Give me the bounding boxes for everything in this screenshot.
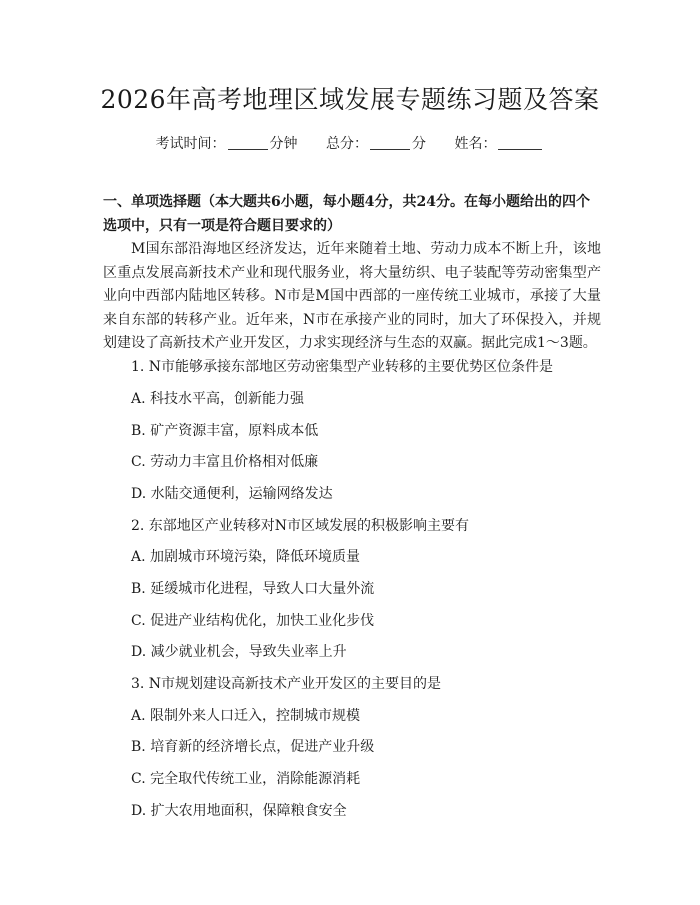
exam-time-field bbox=[156, 133, 298, 153]
question-3-option-d[interactable]: D. 扩大农用地面积，保障粮食安全 bbox=[131, 803, 347, 819]
question-3-option-c[interactable]: C. 完全取代传统工业，消除能源消耗 bbox=[131, 771, 361, 787]
question-2-option-c[interactable]: C. 促进产业结构优化，加快工业化步伐 bbox=[131, 613, 375, 629]
exam-time-label: 考试时间： bbox=[155, 136, 226, 152]
total-score-blank[interactable] bbox=[370, 135, 410, 150]
exam-meta-row bbox=[0, 133, 700, 153]
question-2-option-d[interactable]: D. 减少就业机会，导致失业率上升 bbox=[131, 644, 347, 660]
exam-time-unit: 分钟 bbox=[269, 136, 298, 152]
question-1-option-c[interactable]: C. 劳动力丰富且价格相对低廉 bbox=[131, 454, 319, 470]
question-stem-3: 3. N市规划建设高新技术产业开发区的主要目的是 bbox=[131, 676, 442, 692]
student-name-field bbox=[454, 133, 544, 153]
total-score-field bbox=[326, 133, 426, 153]
question-stem-1: 1. N市能够承接东部地区劳动密集型产业转移的主要优势区位条件是 bbox=[131, 359, 554, 375]
question-3-option-b[interactable]: B. 培育新的经济增长点，促进产业升级 bbox=[131, 739, 375, 755]
question-1-option-a[interactable]: A. 科技水平高，创新能力强 bbox=[131, 391, 305, 407]
question-1-option-b[interactable]: B. 矿产资源丰富，原料成本低 bbox=[131, 423, 319, 439]
question-3-option-a[interactable]: A. 限制外来人口迁入，控制城市规模 bbox=[131, 708, 361, 724]
total-score-label: 总分： bbox=[326, 136, 368, 152]
question-2-option-b[interactable]: B. 延缓城市化进程，导致人口大量外流 bbox=[131, 581, 375, 597]
student-name-blank[interactable] bbox=[498, 135, 542, 150]
question-2-option-a[interactable]: A. 加剧城市环境污染，降低环境质量 bbox=[131, 549, 361, 565]
exam-time-blank[interactable] bbox=[228, 135, 268, 150]
page-title: 2026年高考地理区域发展专题练习题及答案 bbox=[100, 85, 600, 114]
question-1-option-d[interactable]: D. 水陆交通便利，运输网络发达 bbox=[131, 486, 333, 502]
section-heading: 一、单项选择题（本大题共6小题，每小题4分，共24分。在每小题给出的四个选项中，只有一项是符合题目要求的） bbox=[103, 194, 590, 234]
question-stem-2: 2. 东部地区产业转移对N市区域发展的积极影响主要有 bbox=[131, 518, 470, 534]
total-score-unit: 分 bbox=[412, 136, 426, 152]
student-name-label: 姓名： bbox=[454, 136, 497, 152]
reading-passage: M国东部沿海地区经济发达，近年来随着土地、劳动力成本不断上升，该地区重点发展高新技术产业和现代服务业，将大量纺织、电子装配等劳动密集型产业向中西部内陆地区转移。N市是M国中西部的一座传统工业城市，承接了大量来自东部的转移产业。近年来，N市在承接产业的同时，加大了环保投入，并规划建设了高新技术产业开发区，力求实现经济与生态的双赢。据此完成1～3题。 bbox=[103, 241, 601, 351]
